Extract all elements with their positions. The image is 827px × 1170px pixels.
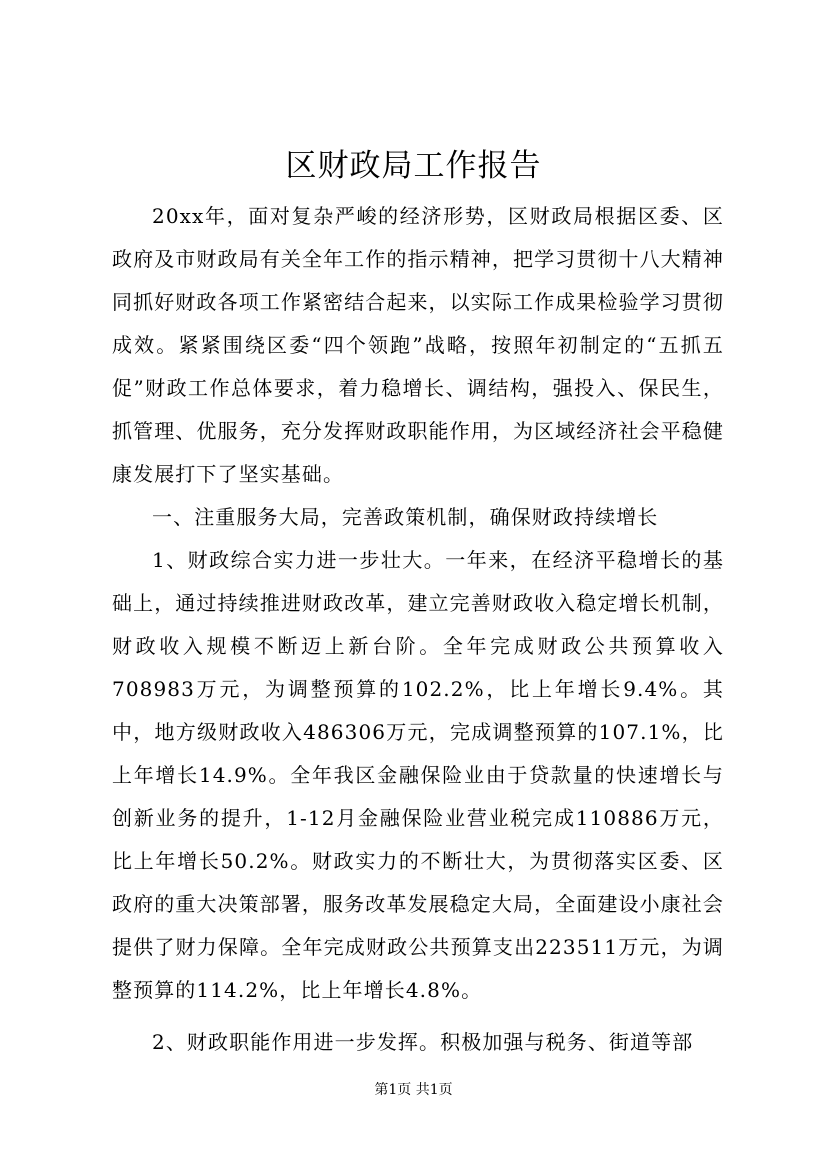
page-number-footer: 第1页 共1页: [374, 1082, 453, 1098]
document-body: [112, 195, 724, 1064]
document-title: 区财政局工作报告: [285, 148, 542, 184]
finance-function-paragraph: 2、财政职能作用进一步发挥。积极加强与税务、街道等部: [152, 1030, 694, 1054]
finance-strength-paragraph: 1、财政综合实力进一步壮大。一年来，在经济平稳增长的基础上，通过持续推进财政改革，建立完善财政收入稳定增长机制，财政收入规模不断迈上新台阶。全年完成财政公共预算收入708983万元，为调整预算的102.2%，比上年增长9.4%。其中，地方级财政收入486306万元，完成调整预算的107.1%，比上年增长14.9%。全年我区金融保险业由于贷款量的快速增长与创新业务的提升，1-12月金融保险业营业税完成110886万元，比上年增长50.2%。财政实力的不断壮大，为贯彻落实区委、区政府的重大决策部署，服务改革发展稳定大局，全面建设小康社会提供了财力保障。全年完成财政公共预算支出223511万元，为调整预算的114.2%，比上年增长4.8%。: [112, 548, 724, 1002]
section-heading: 一、注重服务大局，完善政策机制，确保财政持续增长: [152, 505, 659, 529]
intro-paragraph: 20xx年，面对复杂严峻的经济形势，区财政局根据区委、区政府及市财政局有关全年工作的指示精神，把学习贯彻十八大精神同抓好财政各项工作紧密结合起来，以实际工作成果检验学习贯彻成效。紧紧围绕区委“四个领跑”战略，按照年初制定的“五抓五促”财政工作总体要求，着力稳增长、调结构，强投入、保民生，抓管理、优服务，充分发挥财政职能作用，为区域经济社会平稳健康发展打下了坚实基础。: [112, 204, 724, 486]
